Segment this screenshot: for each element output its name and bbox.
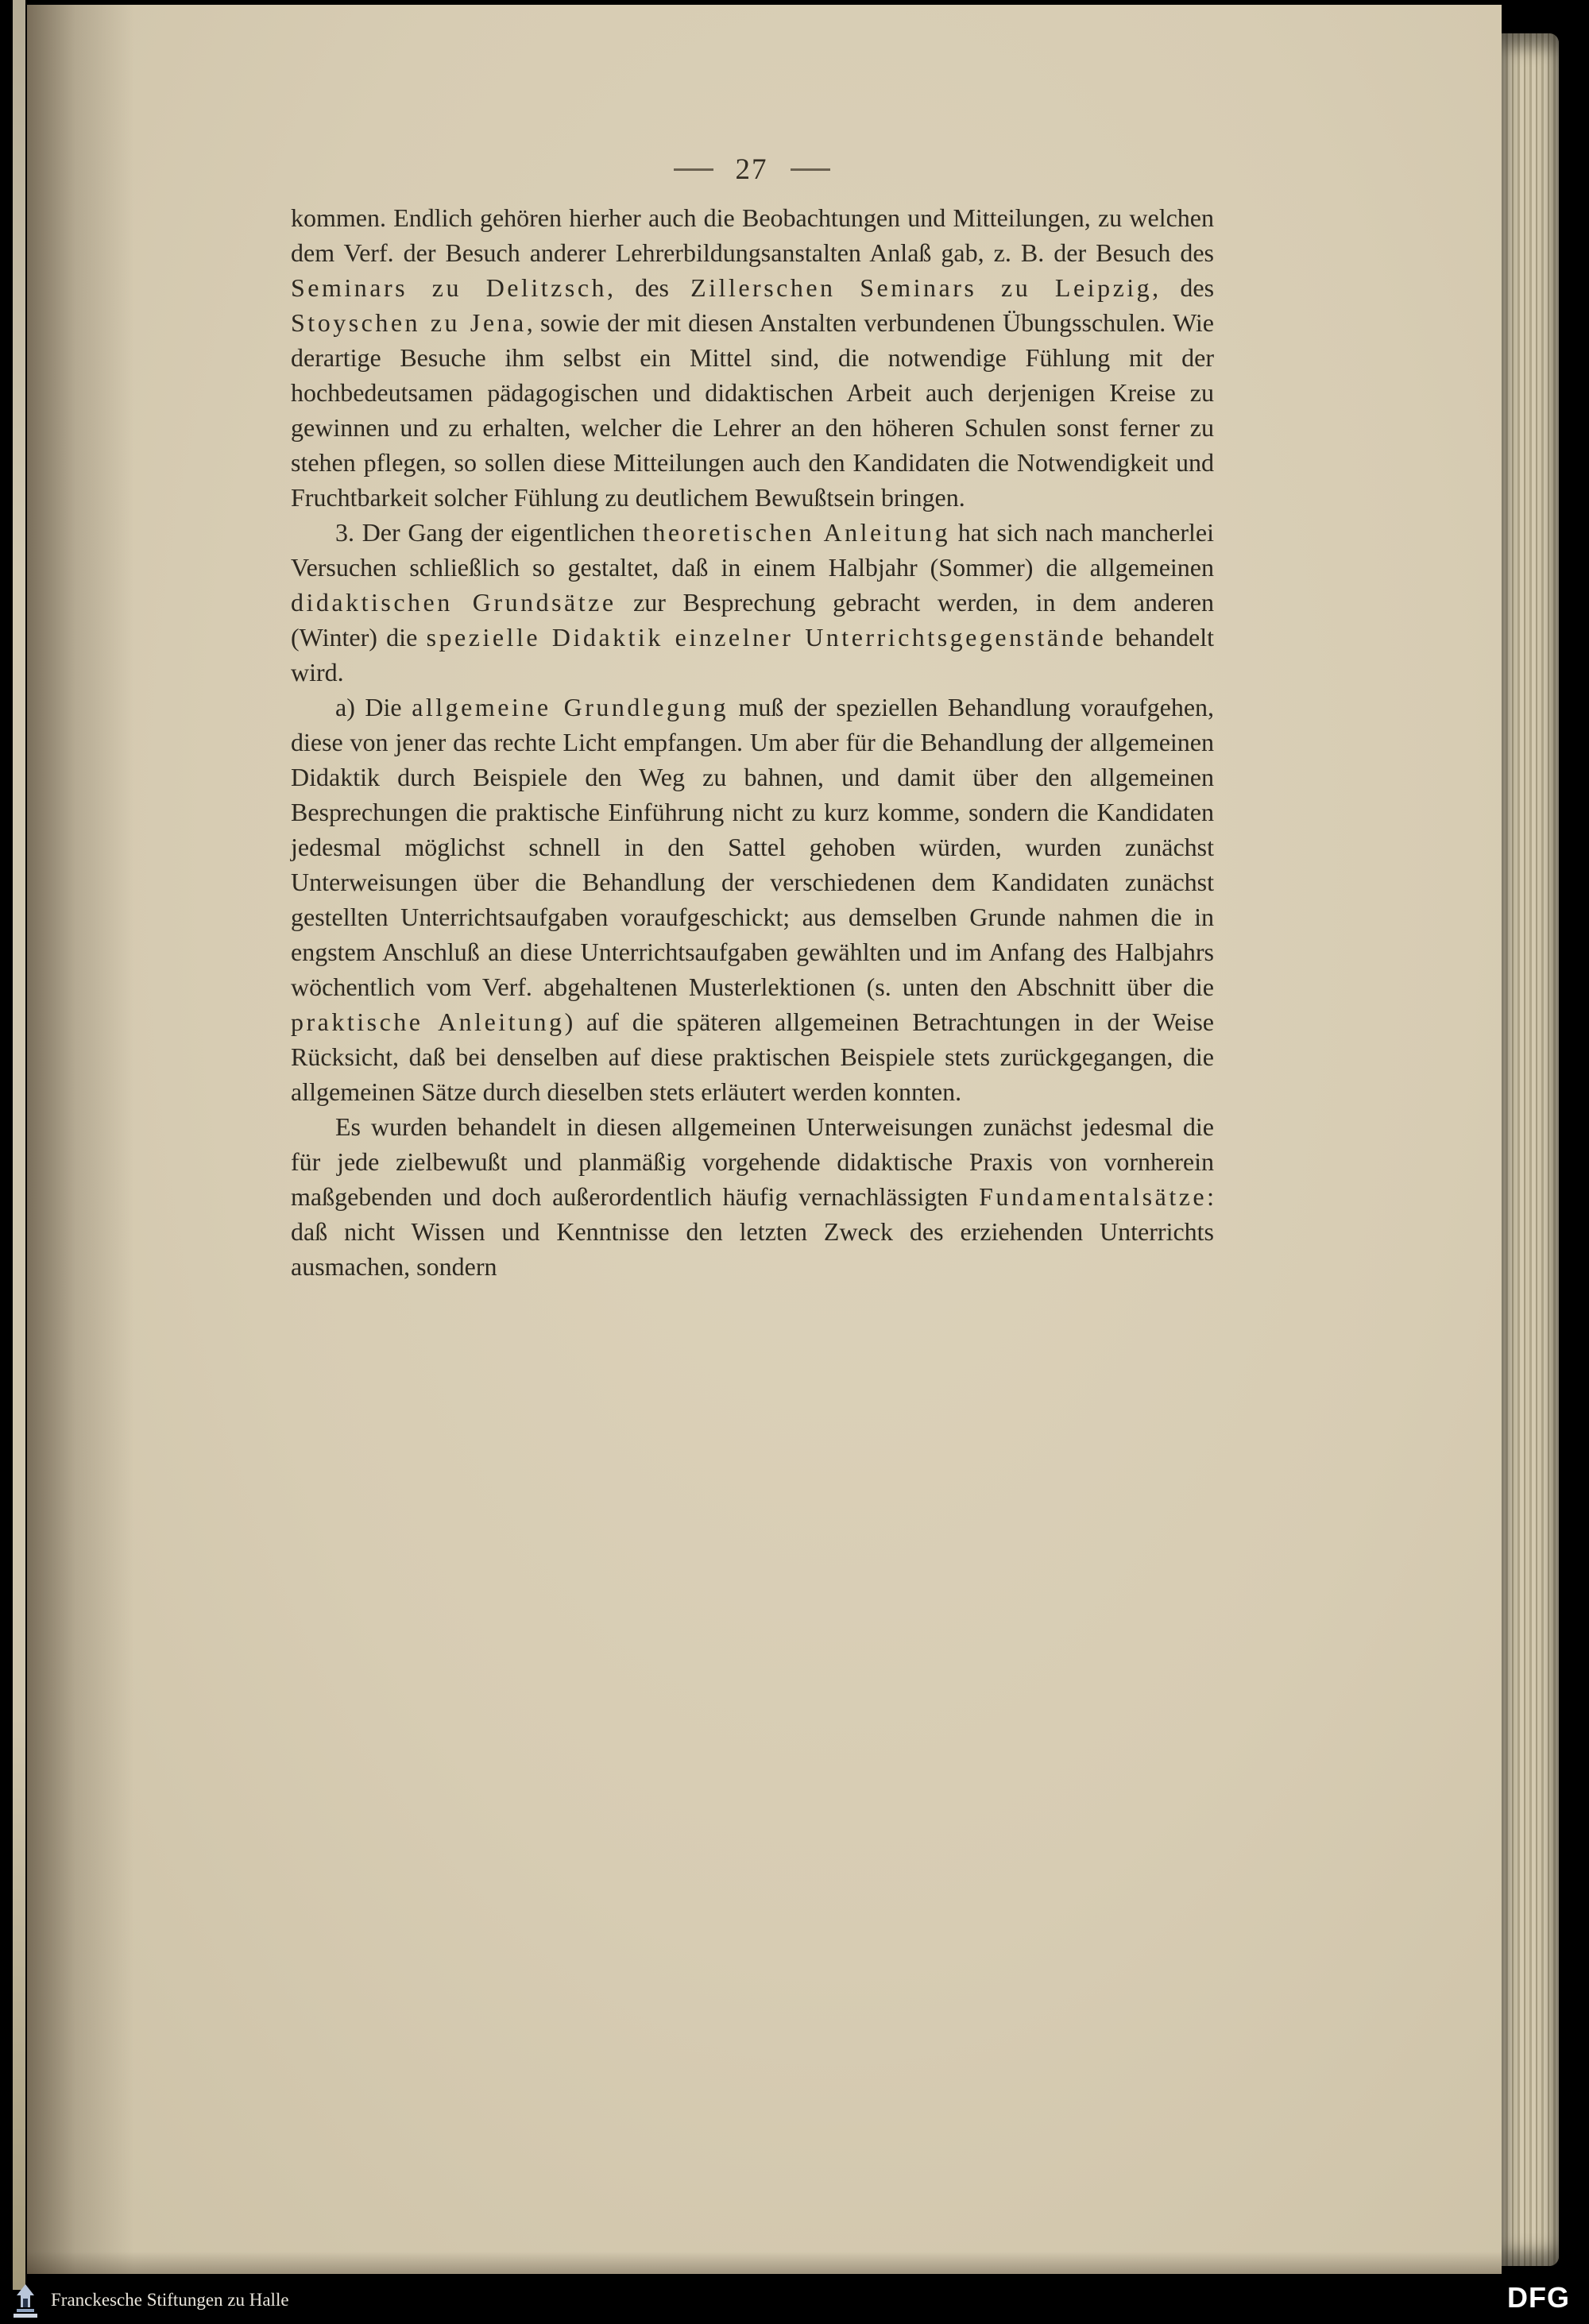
page-number: 27 (735, 153, 768, 186)
emphasized-text: Zillerschen Seminars zu Leipzig (690, 273, 1153, 302)
paragraph (291, 690, 1214, 1109)
paragraph (291, 515, 1214, 690)
page-number-rule-left (674, 168, 713, 171)
page-number-rule-right (791, 168, 830, 171)
body-text: hat sich nach mancherlei Versuchen schließlich so gestaltet, daß in einem Halbjahr (Sommer) die allgemeinen (291, 518, 1215, 582)
emphasized-text: Fundamentalsätze (979, 1182, 1208, 1211)
body-text: a) Die (335, 693, 412, 721)
archive-label: Franckesche Stiftungen zu Halle (51, 2290, 289, 2310)
body-text: , des (1152, 273, 1215, 302)
footer-archive-mark (10, 2281, 289, 2319)
body-text: Es wurden behandelt in diesen allgemeinen Unterweisungen zunächst jedesmal die für jede zielbewußt und planmäßig vorgehende didaktische Praxis von vornherein maßgebenden und doch außerordentlich häufig vernachlässigten (291, 1112, 1214, 1211)
page-number-row (291, 153, 1212, 187)
body-text: kommen. Endlich gehören hierher auch die Beobachtungen und Mitteilungen, zu welchen dem Verf. der Besuch anderer Lehrerbildungsanstalten Anlaß gab, z. B. der Besuch des (291, 203, 1214, 267)
emphasized-text: spezielle Didaktik einzelner Unterrichtsgegenstände (426, 623, 1107, 652)
paragraph (291, 200, 1214, 515)
emphasized-text: didaktischen Grundsätze (291, 588, 617, 617)
scan-page (27, 5, 1502, 2274)
body-text: muß der speziellen Behandlung voraufgehen, diese von jener das rechte Licht empfangen. Um aber für die Behandlung der allgemeinen Didaktik durch Beispiele den Weg zu bahnen, und damit über den allgemeinen Besprechungen die praktische Einführung nicht zu kurz komme, sondern die Kandidaten jedesmal möglichst schnell in den Sattel gehoben würden, wurden zunächst Unterweisungen über die Behandlung der verschiedenen dem Kandidaten zunächst gestellten Unterrichtsaufgaben voraufgeschickt; aus demselben Grunde nahmen die in engstem Anschluß an diese Unterrichtsaufgaben gewählten und im Anfang des Halbjahrs wöchentlich vom Verf. abgehaltenen Musterlektionen (s. unten den Abschnitt über die (291, 693, 1215, 1001)
emphasized-text: Seminars zu Delitzsch (291, 273, 608, 302)
paragraph (291, 1109, 1214, 1284)
franckesche-stiftungen-logo-icon (10, 2281, 41, 2319)
emphasized-text: praktische Anleitung (291, 1007, 565, 1036)
body-text: ) auf die späteren allgemeinen Betrachtungen in der Weise Rücksicht, daß bei denselben auf diese praktischen Beispiele stets zurückgegangen, die allgemeinen Sätze durch dieselben stets erläutert werden konnten. (291, 1007, 1215, 1106)
emphasized-text: theoretischen Anleitung (643, 518, 951, 547)
body-text: 3. Der Gang der eigentlichen (335, 518, 644, 547)
body-text: zur Besprechung gebracht werden, in dem anderen (Winter) die (291, 588, 1215, 652)
body-text: , des (607, 273, 691, 302)
right-page-edges (1502, 33, 1559, 2266)
dfg-logo: DFG (1507, 2281, 1570, 2314)
body-text: , sowie der mit diesen Anstalten verbundenen Übungsschulen. Wie derartige Besuche ihm selbst ein Mittel sind, die notwendige Fühlung mit der hochbedeutsamen pädagogischen und didaktischen Arbeit auch derjenigen Kreise zu gewinnen und zu erhalten, welcher die Lehrer an den höheren Schulen sonst ferner zu stehen pflegen, so sollen diese Mitteilungen auch den Kandidaten die Notwendigkeit und Fruchtbarkeit solcher Fühlung zu deutlichem Bewußtsein bringen. (291, 308, 1215, 512)
body-text: : daß nicht Wissen und Kenntnisse den letzten Zweck des erziehenden Unterrichts ausmachen, sondern (291, 1182, 1214, 1281)
emphasized-text: Stoyschen zu Jena (291, 308, 527, 337)
page-text (291, 200, 1214, 1284)
left-page-edge (13, 0, 25, 2290)
emphasized-text: allgemeine Grundlegung (412, 693, 729, 721)
body-text: behandelt wird. (291, 623, 1215, 686)
